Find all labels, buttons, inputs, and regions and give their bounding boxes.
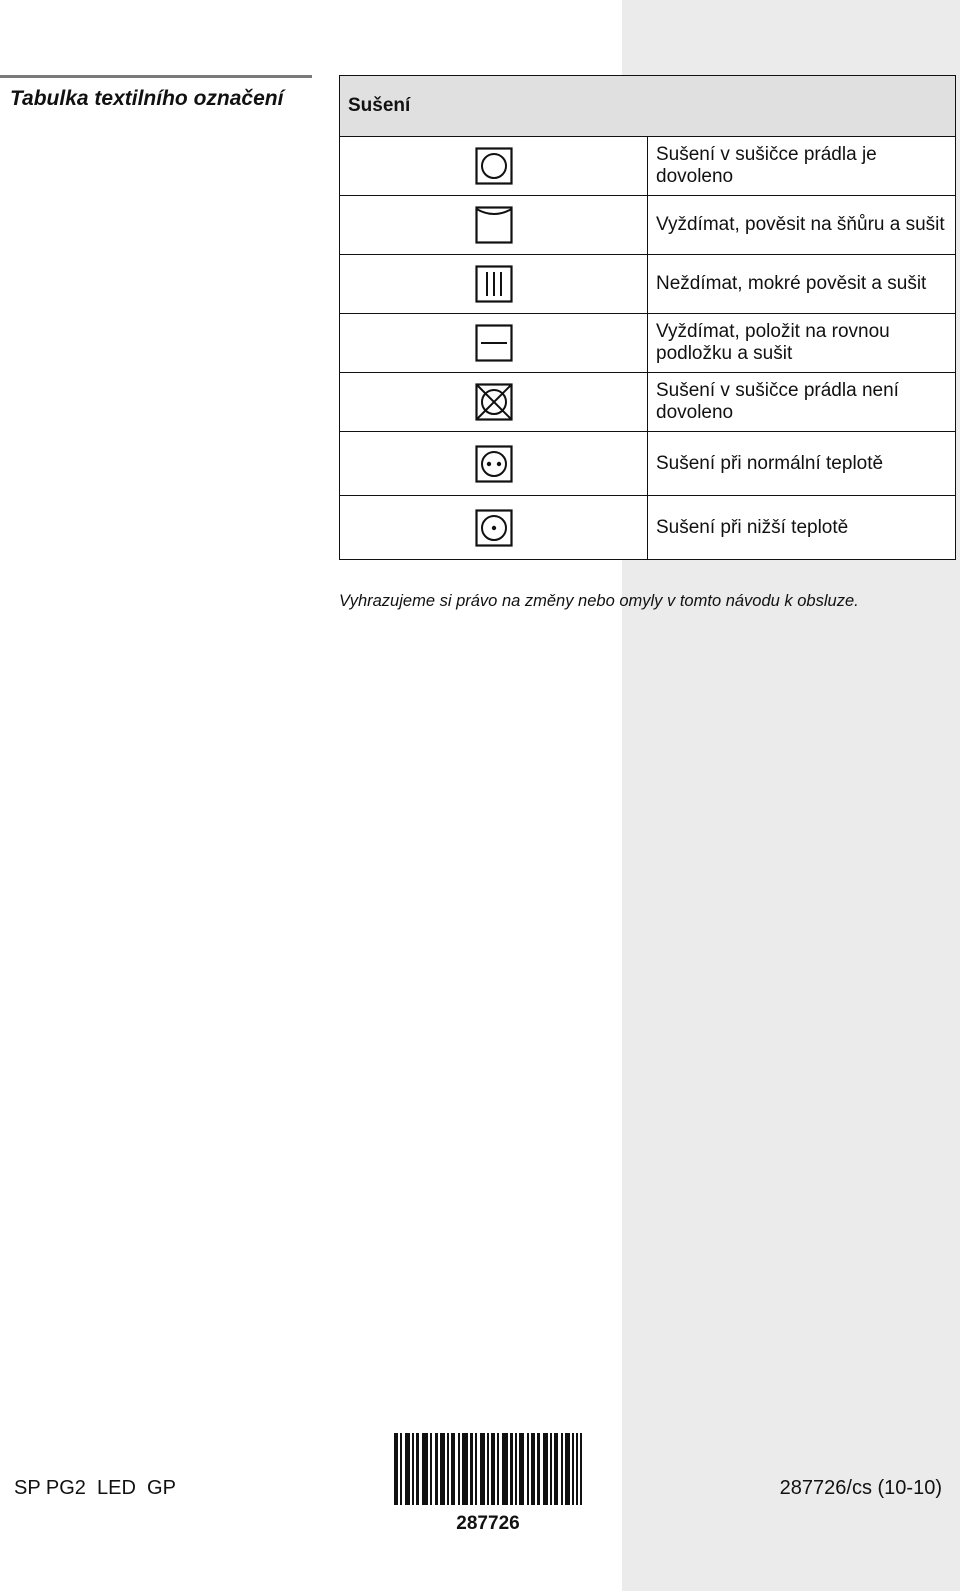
- row-text: Sušení při normální teplotě: [648, 432, 956, 496]
- tumble-dry-normal-heat-icon: [475, 445, 513, 483]
- table-row: [340, 373, 956, 432]
- do-not-tumble-dry-icon: [475, 383, 513, 421]
- document-code: 287726/cs (10-10): [779, 1477, 942, 1499]
- tumble-dry-allowed-icon: [475, 147, 513, 185]
- tumble-dry-low-heat-icon: [475, 509, 513, 547]
- care-symbols-table: [339, 75, 956, 560]
- barcode-number: 287726: [456, 1513, 520, 1534]
- row-text: Vyždímat, pověsit na šňůru a sušit: [648, 196, 956, 255]
- barcode-icon: [394, 1433, 582, 1505]
- table-row: [340, 196, 956, 255]
- row-text: Sušení v sušičce prádla není dovoleno: [648, 373, 956, 432]
- table-header: Sušení: [340, 76, 956, 137]
- table-row: [340, 137, 956, 196]
- row-text: Sušení v sušičce prádla je dovoleno: [648, 137, 956, 196]
- table-row: [340, 255, 956, 314]
- row-text: Neždímat, mokré pověsit a sušit: [648, 255, 956, 314]
- table-row: [340, 432, 956, 496]
- model-code: SP PG2 LED GP: [14, 1477, 176, 1499]
- drip-dry-icon: [475, 265, 513, 303]
- table-row: [340, 314, 956, 373]
- section-title: Tabulka textilního označení: [10, 87, 284, 110]
- section-divider: [0, 75, 312, 78]
- dry-flat-icon: [475, 324, 513, 362]
- disclaimer-text: Vyhrazujeme si právo na změny nebo omyly v tomto návodu k obsluze.: [339, 592, 859, 610]
- row-text: Vyždímat, položit na rovnou podložku a sušit: [648, 314, 956, 373]
- table-row: [340, 496, 956, 560]
- line-dry-icon: [475, 206, 513, 244]
- row-text: Sušení při nižší teplotě: [648, 496, 956, 560]
